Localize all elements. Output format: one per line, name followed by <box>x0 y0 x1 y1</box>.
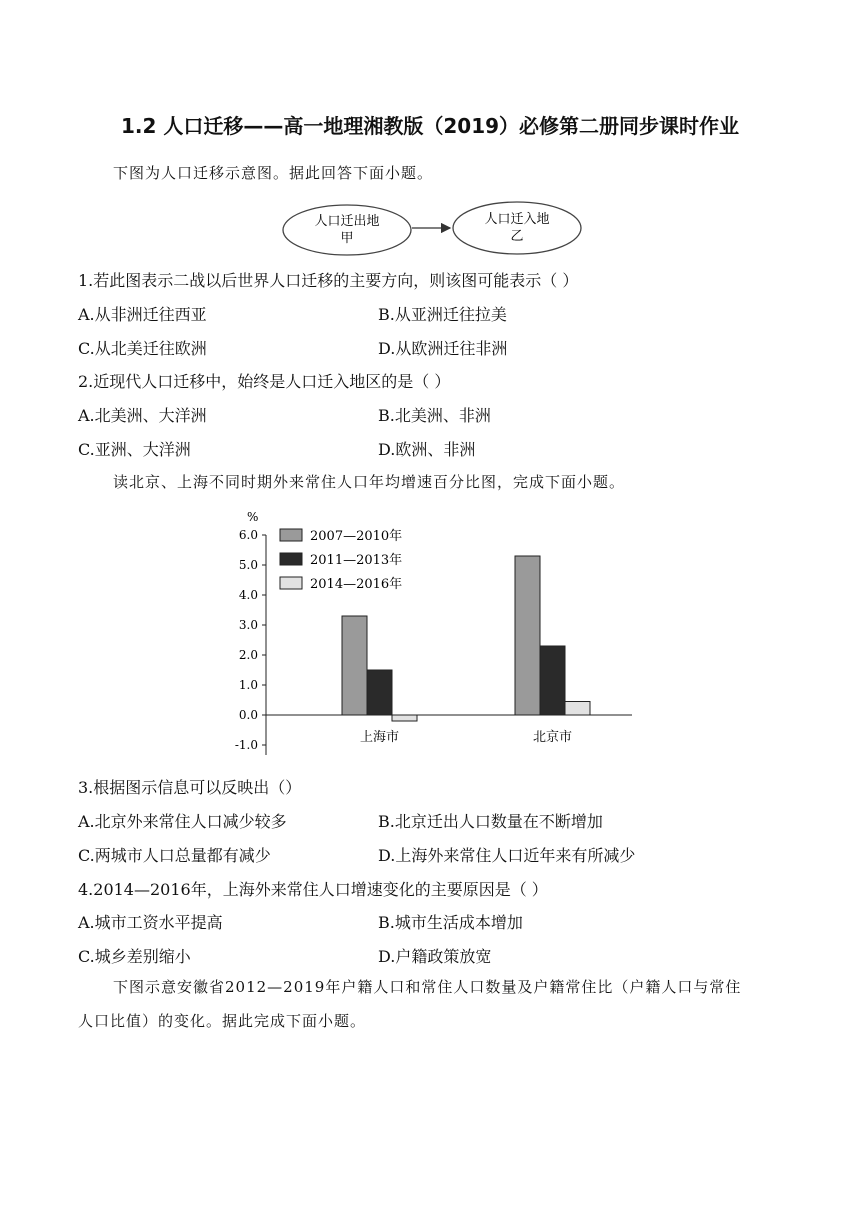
question-1-stem: 1.若此图表示二战以后世界人口迁移的主要方向，则该图可能表示（ ） <box>78 271 579 290</box>
legend-swatch <box>280 529 302 541</box>
question-2-stem: 2.近现代人口迁移中，始终是人口迁入地区的是（ ） <box>78 372 451 391</box>
legend-swatch <box>280 553 302 565</box>
intro-text-3 <box>78 970 783 1038</box>
intro-text-3-line-2: 人口比值）的变化。据此完成下面小题。 <box>78 1012 367 1030</box>
bar-shanghai-series-3 <box>392 715 417 721</box>
intro-text-2: 读北京、上海不同时期外来常住人口年均增速百分比图，完成下面小题。 <box>113 473 626 491</box>
bar-chart <box>220 505 640 765</box>
question-2-option-d[interactable]: D.欧洲、非洲 <box>378 440 476 459</box>
question-2-option-b[interactable]: B.北美洲、非洲 <box>378 406 491 425</box>
question-4-option-a[interactable]: A.城市工资水平提高 <box>78 913 223 932</box>
origin-label-2: 甲 <box>340 231 354 246</box>
intro-text-3-line-1: 下图示意安徽省2012—2019年户籍人口和常住人口数量及户籍常住比（户籍人口与常住 <box>113 978 742 996</box>
question-1-option-a[interactable]: A.从非洲迁往西亚 <box>78 305 207 324</box>
origin-label-1: 人口迁出地 <box>314 214 380 229</box>
question-4-stem: 4.2014—2016年，上海外来常住人口增速变化的主要原因是（ ） <box>78 880 548 899</box>
y-tick-label: -1.0 <box>234 738 258 752</box>
question-1-option-b[interactable]: B.从亚洲迁往拉美 <box>378 305 507 324</box>
destination-label-1: 人口迁入地 <box>484 212 550 227</box>
y-tick-label: 5.0 <box>238 558 258 572</box>
bar-beijing-series-2 <box>540 646 565 715</box>
question-4-option-b[interactable]: B.城市生活成本增加 <box>378 913 523 932</box>
y-tick-label: 4.0 <box>238 588 258 602</box>
y-tick-label: 6.0 <box>238 528 258 542</box>
question-4-option-d[interactable]: D.户籍政策放宽 <box>378 947 492 966</box>
legend-swatch <box>280 577 302 589</box>
question-4-option-c[interactable]: C.城乡差别缩小 <box>78 947 191 966</box>
origin-ellipse <box>283 205 411 255</box>
bar-shanghai-series-2 <box>367 670 392 715</box>
destination-ellipse <box>453 202 581 254</box>
legend-label: 2011—2013年 <box>310 553 403 568</box>
page-title: 1.2 人口迁移——高一地理湘教版（2019）必修第二册同步课时作业 <box>120 114 740 138</box>
y-tick-label: 2.0 <box>238 648 258 662</box>
category-label: 上海市 <box>359 730 400 745</box>
legend-label: 2014—2016年 <box>310 577 403 592</box>
question-2-option-a[interactable]: A.北美洲、大洋洲 <box>78 406 207 425</box>
category-label: 北京市 <box>532 730 573 745</box>
intro-text-1: 下图为人口迁移示意图。据此回答下面小题。 <box>113 164 434 182</box>
y-tick-label: 0.0 <box>238 708 258 722</box>
question-3-stem: 3.根据图示信息可以反映出（） <box>78 778 302 797</box>
destination-label-2: 乙 <box>510 229 524 244</box>
legend-label: 2007—2010年 <box>310 529 403 544</box>
migration-diagram <box>280 200 590 260</box>
question-3-option-d[interactable]: D.上海外来常住人口近年来有所减少 <box>378 846 636 865</box>
question-1-option-d[interactable]: D.从欧洲迁往非洲 <box>378 339 508 358</box>
question-3-option-c[interactable]: C.两城市人口总量都有减少 <box>78 846 271 865</box>
y-tick-label: 1.0 <box>238 678 258 692</box>
y-tick-label: 3.0 <box>238 618 258 632</box>
y-axis-label: % <box>247 510 259 524</box>
question-3-option-b[interactable]: B.北京迁出人口数量在不断增加 <box>378 812 603 831</box>
bar-beijing-series-1 <box>515 556 540 715</box>
question-3-option-a[interactable]: A.北京外来常住人口减少较多 <box>78 812 287 831</box>
question-2-option-c[interactable]: C.亚洲、大洋洲 <box>78 440 191 459</box>
bar-shanghai-series-1 <box>342 616 367 715</box>
bar-beijing-series-3 <box>565 702 590 716</box>
question-1-option-c[interactable]: C.从北美迁往欧洲 <box>78 339 207 358</box>
